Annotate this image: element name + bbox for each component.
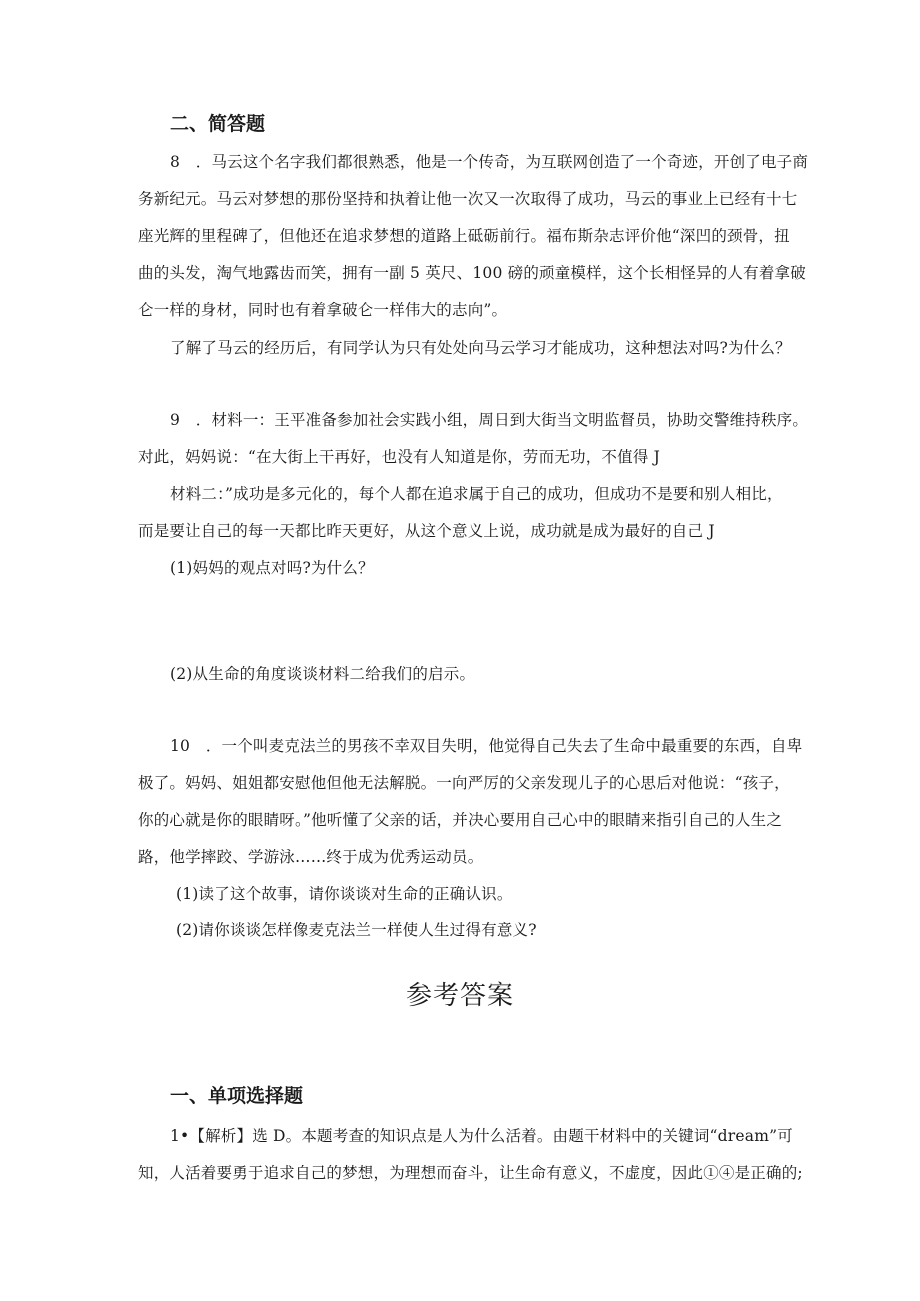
section-heading-short-answer: 二、简答题 (170, 113, 266, 135)
answer-1-line-2: 知，人活着要勇于追求自己的梦想，为理想而奋斗，让生命有意义，不虚度，因此①④是正确的; (138, 1164, 803, 1182)
q8-line-2: 务新纪元。马云对梦想的那份坚持和执着让他一次又一次取得了成功，马云的事业上已经有十七 (138, 190, 798, 208)
q8-line-1: 8 ．马云这个名字我们都很熟悉，他是一个传奇，为互联网创造了一个奇迹，开创了电子商 (170, 153, 809, 171)
q10-line-2: 极了。妈妈、姐姐都安慰他但他无法解脱。一向严厉的父亲发现儿子的心思后对他说：“孩子， (138, 774, 790, 792)
q9-line-2: 对此，妈妈说：“在大街上干再好，也没有人知道是你，劳而无功，不值得 J (138, 448, 661, 466)
q10-line-1: 10 ．一个叫麦克法兰的男孩不幸双目失明，他觉得自己失去了生命中最重要的东西，自卑 (170, 737, 803, 755)
q9-sub-question-1: (1)妈妈的观点对吗?为什么？ (170, 559, 374, 577)
q10-line-3: 你的心就是你的眼睛呀。”他听懂了父亲的话，并决心要用自己心中的眼睛来指引自己的人生之 (138, 811, 783, 829)
q10-sub-question-2: (2)请你谈谈怎样像麦克法兰一样使人生过得有意义? (176, 921, 537, 939)
answers-title: 参考答案 (405, 981, 514, 1011)
q9-material2-line-2: 而是要让自己的每一天都比昨天更好，从这个意义上说，成功就是成为最好的自己 J (138, 522, 715, 540)
q8-line-5: 仑一样的身材，同时也有着拿破仑一样伟大的志向”。 (138, 301, 508, 319)
q8-question: 了解了马云的经历后，有同学认为只有处处向马云学习才能成功，这种想法对吗?为什么？ (170, 339, 791, 357)
q10-sub-question-1: (1)读了这个故事，请你谈谈对生命的正确认识。 (176, 885, 513, 903)
q9-sub-question-2: (2)从生命的角度谈谈材料二给我们的启示。 (170, 665, 476, 683)
q10-line-4: 路，他学摔跤、学游泳……终于成为优秀运动员。 (138, 848, 484, 866)
q8-line-3: 座光辉的里程碑了，但他还在追求梦想的道路上砥砺前行。福布斯杂志评价他“深凹的颈骨，扭 (138, 227, 790, 245)
answer-1-line-1: 1•【解析】选 D。本题考查的知识点是人为什么活着。由题干材料中的关键词“dream”可 (170, 1127, 793, 1145)
q9-material2-line-1: 材料二：”成功是多元化的，每个人都在追求属于自己的成功，但成功不是要和别人相比， (170, 485, 783, 503)
q9-line-1: 9 ．材料一：王平准备参加社会实践小组，周日到大街当文明监督员，协助交警维持秩序。 (170, 411, 809, 429)
q8-line-4: 曲的头发，淘气地露齿而笑，拥有一副 5 英尺、100 磅的顽童模样，这个长相怪异的人有着拿破 (138, 264, 806, 282)
section-heading-single-choice: 一、单项选择题 (170, 1085, 304, 1107)
